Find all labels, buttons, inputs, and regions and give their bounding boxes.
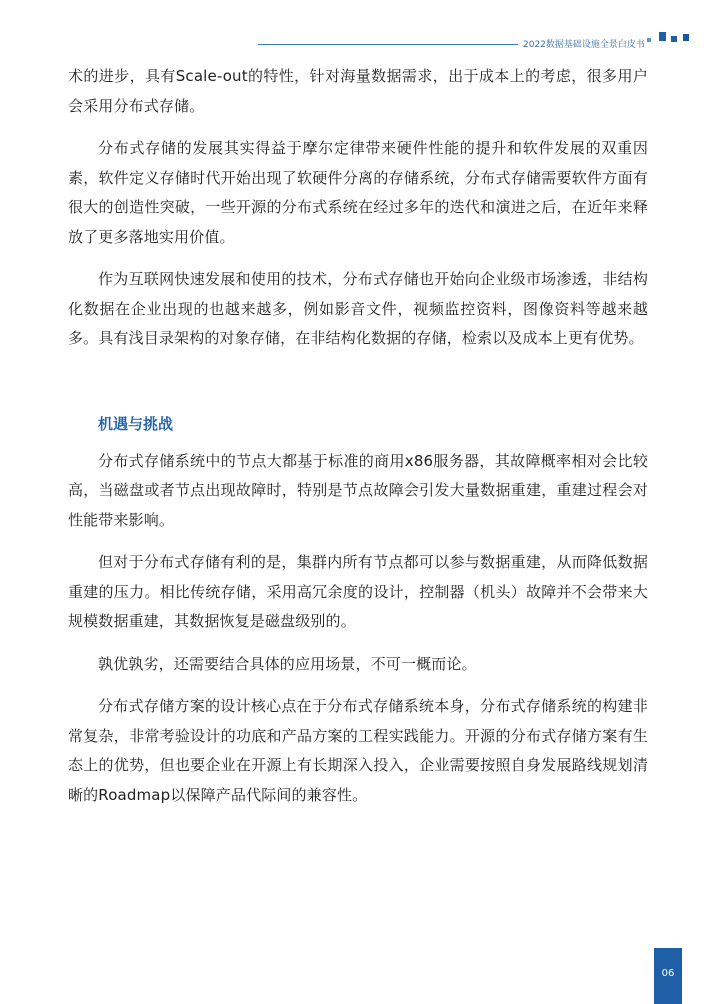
page-number: 06 [661,968,675,979]
paragraph: 分布式存储的发展其实得益于摩尔定律带来硬件性能的提升和软件发展的双重因素，软件定义存储时代开始出现了软硬件分离的存储系统，分布式存储需要软件方面有很大的创造性突破，一些开源的分布式系统在经过多年的迭代和演进之后，在近年来释放了更多落地实用价值。 [68,139,648,246]
paragraph: 孰优孰劣，还需要结合具体的应用场景，不可一概而论。 [98,654,477,673]
deco-square [683,34,689,41]
paragraph: 分布式存储系统中的节点大都基于标准的商用x86服务器，其故障概率相对会比较高，当磁盘或者节点出现故障时，特别是节点故障会引发大量数据重建，重建过程会对性能带来影响。 [68,451,648,529]
paragraph: 但对于分布式存储有利的是，集群内所有节点都可以参与数据重建，从而降低数据重建的压力。相比传统存储，采用高冗余度的设计，控制器（机头）故障并不会带来大规模数据重建，其数据恢复是磁盘级别的。 [68,553,648,630]
header-decoration [647,30,695,46]
document-body [68,62,648,823]
paragraph: 分布式存储方案的设计核心点在于分布式存储系统本身，分布式存储系统的构建非常复杂，非常考验设计的功底和产品方案的工程实践能力。开源的分布式存储方案有生态上的优势，但也要企业在开源上有长期深入投入，企业需要按照自身发展路线规划清晰的Roadmap以保障产品代际间的兼容性。 [68,697,648,804]
paragraph: 作为互联网快速发展和使用的技术，分布式存储也开始向企业级市场渗透，非结构化数据在企业出现的也越来越多，例如影音文件，视频监控资料，图像资料等越来越多。具有浅目录架构的对象存储，在非结构化数据的存储，检索以及成本上更有优势。 [68,270,648,347]
section-heading: 机遇与挑战 [98,414,174,433]
paragraph: 术的进步，具有Scale-out的特性，针对海量数据需求，出于成本上的考虑，很多用户会采用分布式存储。 [68,67,648,115]
deco-square [647,38,651,42]
header-title: 2022数据基础设施全景白皮书 [523,40,645,50]
header-rule [258,44,518,45]
deco-square [671,36,677,42]
deco-square [659,32,666,41]
page-number-tab [654,948,682,1004]
